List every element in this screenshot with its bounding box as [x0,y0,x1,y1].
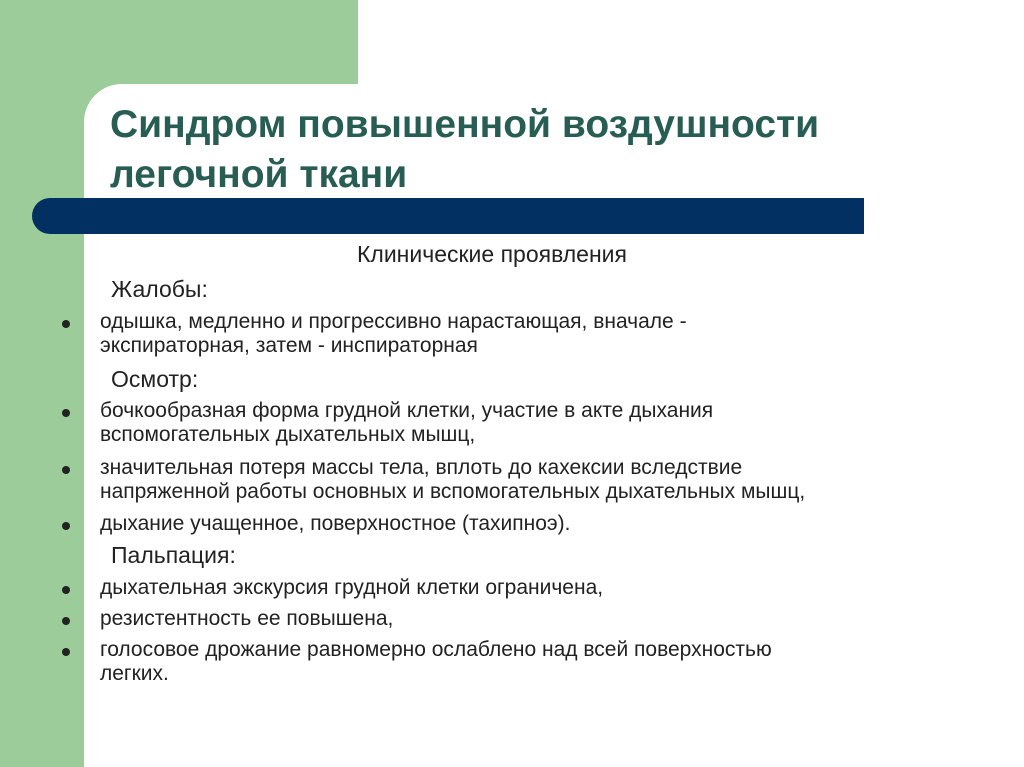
list-item-text [100,576,980,600]
list-item-line: бочкообразная форма грудной клетки, участие в акте дыхания [100,399,714,422]
list-item-text [100,512,980,536]
bullet-icon [62,617,70,625]
section-heading-palpation: Пальпация: [111,542,236,568]
list-item-line: голосовое дрожание равномерно ослаблено над всей поверхностью [100,638,772,661]
bullet-icon [62,522,70,530]
slide-title-line-1: Синдром повышенной воздушности [110,103,820,146]
list-item-text [100,638,980,686]
bullet-icon [62,648,70,656]
list-item-line: резистентность ее повышена, [100,607,394,630]
section-heading-complaints: Жалобы: [111,276,208,302]
bullet-icon [62,409,70,417]
list-item-line: дыхание учащенное, поверхностное (тахипноэ). [100,512,571,535]
list-item-line: дыхательная экскурсия грудной клетки ограничена, [100,576,604,599]
list-item-line: одышка, медленно и прогрессивно нарастающая, вначале - [100,310,687,333]
list-item-text [100,310,980,358]
list-item-text [100,456,980,504]
list-item-line: экспираторная, затем - инспираторная [100,334,478,357]
list-item-line: легких. [100,662,169,685]
list-item-line: вспомогательных дыхательных мышц, [100,423,476,446]
slide-title-line-2: легочной ткани [110,153,408,196]
list-item-text [100,607,980,631]
bullet-icon [62,586,70,594]
bullet-icon [62,320,70,328]
slide-subtitle: Клинические проявления [357,241,627,267]
list-item-line: значительная потеря массы тела, вплоть до кахексии вследствие [100,456,743,479]
list-item-line: напряженной работы основных и вспомогательных дыхательных мышц, [100,480,806,503]
bullet-icon [62,466,70,474]
list-item-text [100,399,980,447]
section-heading-inspection: Осмотр: [111,366,199,392]
